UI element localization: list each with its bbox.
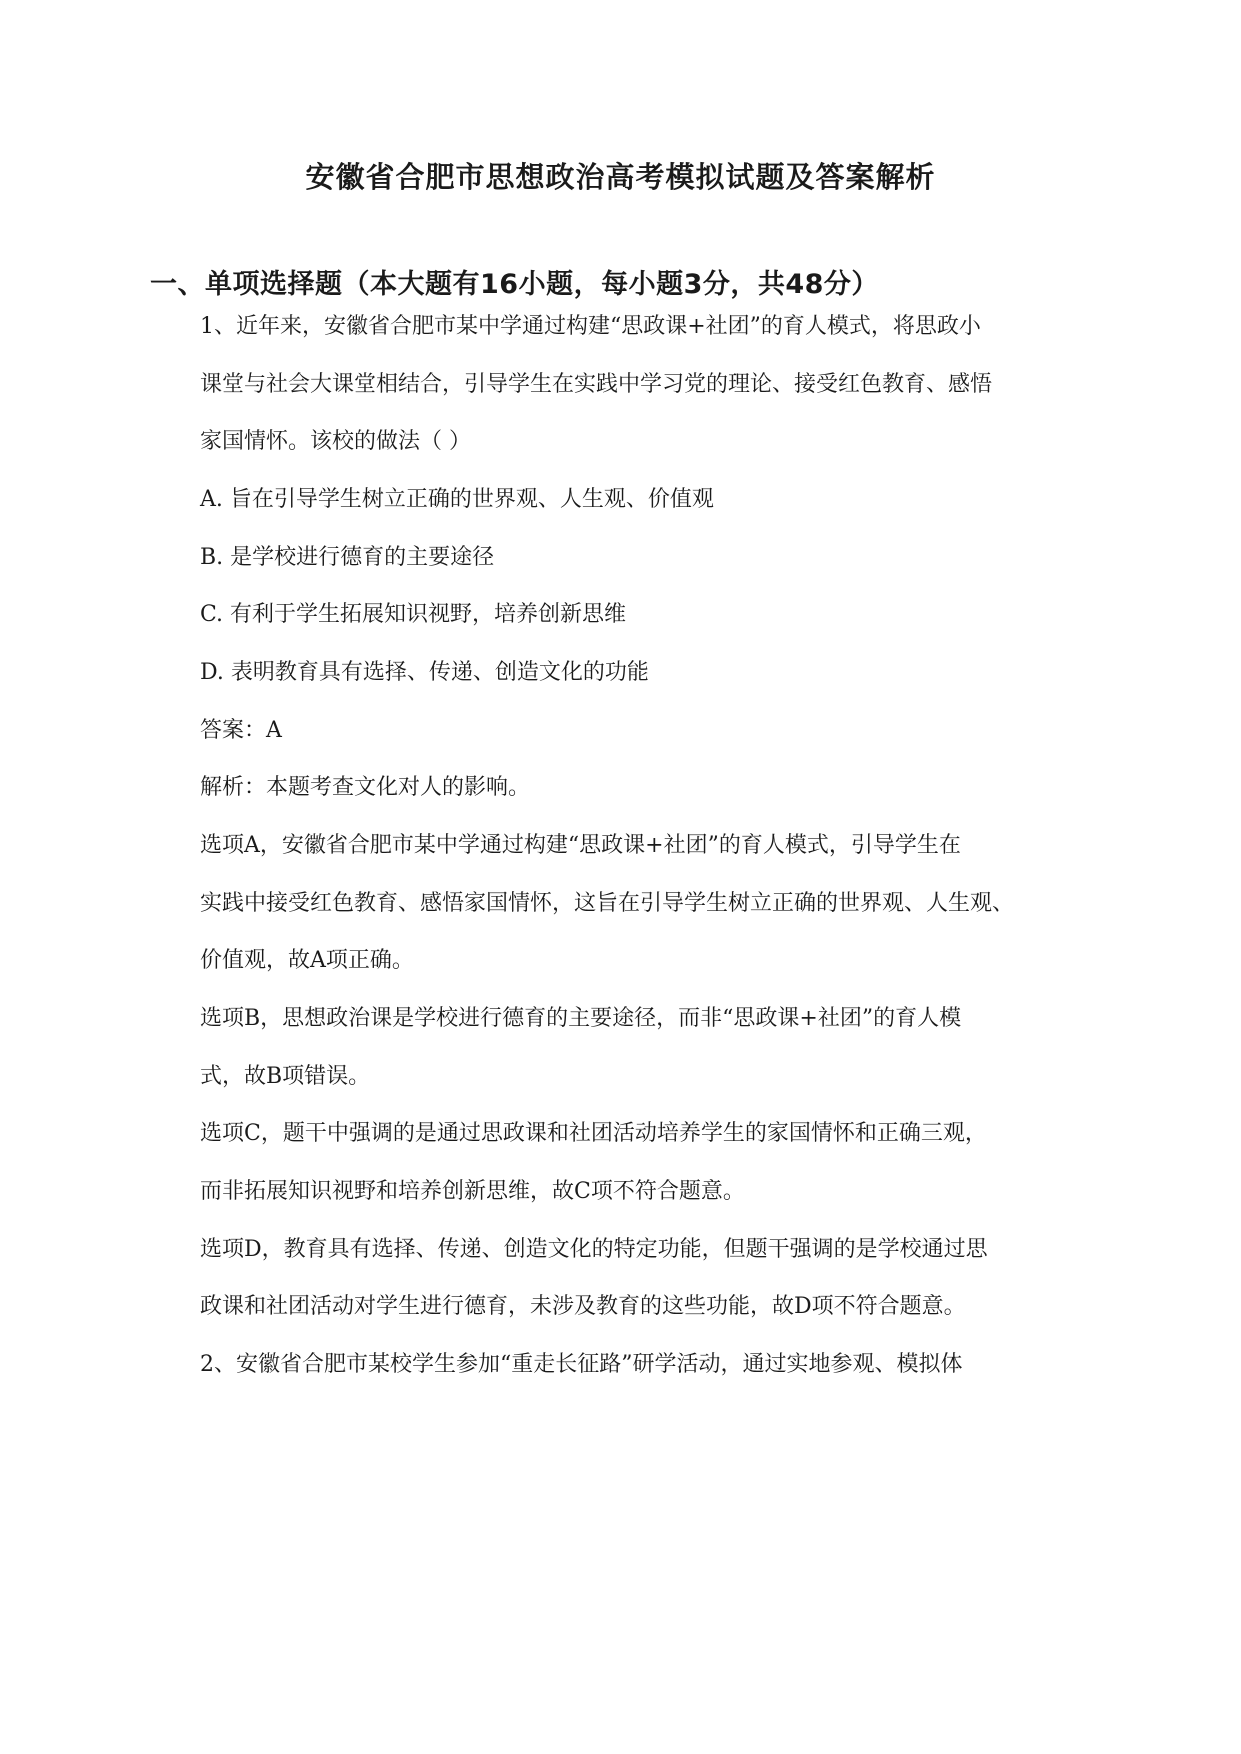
analysis-line: 选项C，题干中强调的是通过思政课和社团活动培养学生的家国情怀和正确三观， [200, 1121, 987, 1146]
analysis-line: 选项A，安徽省合肥市某中学通过构建“思政课+社团”的育人模式，引导学生在 [200, 833, 961, 858]
question-2-stem-line: 2、安徽省合肥市某校学生参加“重走长征路”研学活动，通过实地参观、模拟体 [200, 1352, 963, 1377]
question-1-analysis-intro: 解析：本题考查文化对人的影响。 [200, 775, 531, 800]
question-1-stem-line: 家国情怀。该校的做法（ ） [200, 429, 471, 454]
analysis-line: 政课和社团活动对学生进行德育，未涉及教育的这些功能，故D项不符合题意。 [200, 1294, 966, 1319]
analysis-line: 式，故B项错误。 [200, 1064, 371, 1089]
analysis-line: 而非拓展知识视野和培养创新思维，故C项不符合题意。 [200, 1179, 745, 1204]
question-1-stem-line: 1、近年来，安徽省合肥市某中学通过构建“思政课+社团”的育人模式，将思政小 [200, 314, 981, 339]
analysis-line: 选项B，思想政治课是学校进行德育的主要途径，而非“思政课+社团”的育人模 [200, 1006, 962, 1031]
question-1-option-a: A. 旨在引导学生树立正确的世界观、人生观、价值观 [200, 487, 714, 512]
analysis-line: 实践中接受红色教育、感悟家国情怀，这旨在引导学生树立正确的世界观、人生观、 [200, 891, 1015, 916]
question-1-option-c: C. 有利于学生拓展知识视野，培养创新思维 [200, 602, 627, 627]
analysis-line: 价值观，故A项正确。 [200, 948, 414, 973]
question-1-option-b: B. 是学校进行德育的主要途径 [200, 545, 495, 570]
section-heading: 一、单项选择题（本大题有16小题，每小题3分，共48分） [150, 269, 879, 300]
document-title: 安徽省合肥市思想政治高考模拟试题及答案解析 [305, 160, 936, 194]
analysis-line: 选项D，教育具有选择、传递、创造文化的特定功能，但题干强调的是学校通过思 [200, 1237, 988, 1262]
question-1-stem-line: 课堂与社会大课堂相结合，引导学生在实践中学习党的理论、接受红色教育、感悟 [200, 372, 993, 397]
question-1-option-d: D. 表明教育具有选择、传递、创造文化的功能 [200, 660, 649, 685]
question-1-answer: 答案：A [200, 718, 282, 743]
